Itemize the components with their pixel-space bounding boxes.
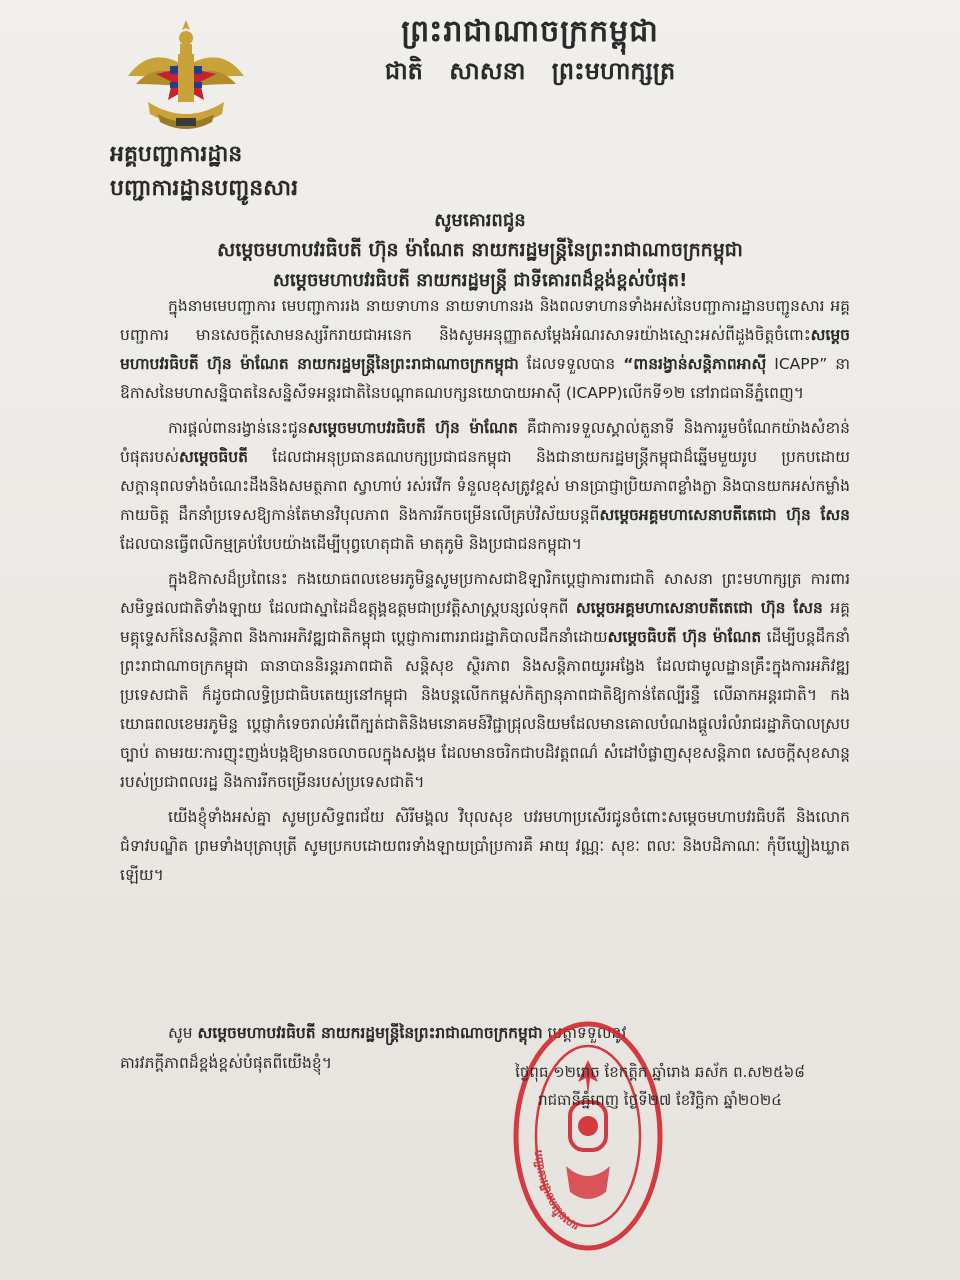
body-text: ក្នុងឱកាសដ៏ប្រពៃនេះ កងយោធពលខេមរភូមិន្ទសូមប្រកាសជាឱឡារិកប្ដេជ្ញាការពារជាតិ សាសនា ព្រះមហាក្សត្រ ការពារសមិទ្ធផលជាតិទាំងឡាយ ដែលជាស្នាដៃដ៏ឧត្តុង្គឧត្តមជាប្រវត្តិសាស្ត្របន្សល់ទុកពី [120,570,850,617]
body-text: ដែលជាអនុប្រធានគណបក្សប្រជាជនកម្ពុជា និងជានាយករដ្ឋមន្ត្រីកម្ពុជាដ៏ឆ្នើមមួយរូប ប្រកបដោយសក្ដានុពលទាំងចំណេះដឹងនិងសមត្ថភាព ស្វាហាប់ រស់រវើក ទំនួលខុសត្រូវខ្ពស់ មានប្រាជ្ញាប្រិយភាពខ្លាំងក្លា និងបានយកអស់កម្លាំងកាយចិត្ត ដឹកនាំប្រទេសឱ្យកាន់តែមានវិបុលភាព និងការរីកចម្រើនលើគ្រប់វិស័យបន្តពី [120,448,850,524]
body-emphasis: សម្ដេចអគ្គមហាសេនាបតីតេជោ ហ៊ុន សែន [575,599,823,617]
body-paragraph [120,803,850,890]
body-text: ដើម្បីបន្តដឹកនាំព្រះរាជាណាចក្រកម្ពុជា ធានាបាននិរន្តរភាពជាតិ សន្តិសុខ ស្ថិរភាព និងសន្តិភាពយូរអង្វែង ដែលជាមូលដ្ឋានគ្រឹះក្នុងការអភិវឌ្ឍប្រទេសជាតិ ក៏ដូចជាលទ្ធិប្រជាធិបតេយ្យនៅកម្ពុជា និងបន្តលើកកម្ពស់កិត្យានុភាពជាតិឱ្យកាន់តែល្បីរន្ទឺ លើឆាកអន្តរជាតិ។ កងយោធពលខេមរភូមិន្ទ ប្ដេជ្ញាកំទេចរាល់អំពើក្បត់ជាតិនិងមនោគមន៍វិជ្ជាជ្រុលនិយមដែលមានគោលបំណងផ្ដួលរំលំរាជរដ្ឋាភិបាលស្របច្បាប់ តាមរយៈការញុះញង់បង្កឱ្យមានចលាចលក្នុងសង្គម ដែលមានចរិកជាបដិវត្តពណ៌ សំដៅបំផ្លាញសុខសន្តិភាព សេចក្ដីសុខសាន្តរបស់ប្រជាពលរដ្ឋ និងការរីកចម្រើនរបស់ប្រទេសជាតិ។ [120,628,850,791]
body-emphasis: សម្ដេចមហាបវរធិបតី ហ៊ុន ម៉ាណែត [307,419,518,437]
body-text: គឺជាការទទួលស្គាល់តួនាទី និងការរួមចំណែកយ៉ាងសំខាន់បំផុតរបស់ [120,419,850,466]
closing-suffix: មេត្តាទទួលនូវ [542,1024,627,1042]
body-emphasis: សម្ដេចធិបតី [179,448,248,466]
kingdom-title: ព្រះរាជាណាចក្រកម្ពុជា [401,14,659,49]
org-line-1: អគ្គបញ្ជាការដ្ឋាន [110,142,243,167]
body-emphasis: សម្ដេចធិបតី ហ៊ុន ម៉ាណែត [607,628,762,646]
greeting: សូមគោរពជូន [434,210,526,231]
body-text: ICAPP” នាឱកាសនៃមហាសន្និបាតនៃសន្និសីទអន្តរជាតិនៃបណ្ដាគណបក្សនយោបាយអាស៊ី (ICAPP)លើកទី១២ នៅរាជធានីភ្នំពេញ។ [120,355,851,402]
solar-date: រាជធានីភ្នំពេញ ថ្ងៃទី២៧ ខែវិច្ឆិកា ឆ្នាំ២០២៤ [538,1091,782,1109]
letter-body [120,292,850,896]
body-text: អគ្គមគ្គុទ្ទេសក៍នៃសន្តិភាព និងការអភិវឌ្ឍជាតិកម្ពុជា ប្ដេជ្ញាការពាររាជរដ្ឋាភិបាលដឹកនាំដោយ [120,599,850,646]
body-emphasis: សម្ដេចអគ្គមហាសេនាបតីតេជោ ហ៊ុន សែន [599,506,850,524]
seal-text: បញ្ជាការដ្ឋានបញ្ជូនសារ [531,1149,581,1233]
national-motto: ជាតិ សាសនា ព្រះមហាក្សត្រ [384,57,676,85]
closing-prefix: សូម [168,1024,198,1042]
body-paragraph [120,565,850,797]
body-text: ដែលទទួលបាន [518,355,624,373]
body-text: ដែលបានធ្វើពលិកម្មគ្រប់បែបយ៉ាងដើម្បីបុព្វហេតុជាតិ មាតុភូមិ និងប្រជាជនកម្ពុជា។ [120,535,582,553]
body-paragraph [120,292,850,408]
closing-bold: សម្ដេចមហាបវរធិបតី នាយករដ្ឋមន្ត្រីនៃព្រះរាជាណាចក្រកម្ពុជា [197,1024,543,1042]
closing-line-2: គារវភក្ដីភាពដ៏ខ្ពង់ខ្ពស់បំផុតពីយើងខ្ញុំ។ [120,1054,332,1072]
official-seal-icon [508,1016,668,1256]
body-text: ការផ្ដល់ពានរង្វាន់នេះជូន [168,419,308,437]
lunar-date: ថ្ងៃពុធ ១២រោច ខែកត្ដិក ឆ្នាំរោង ឆស័ក ព.ស២៥៦៨ [515,1063,805,1081]
body-emphasis: សម្ដេចមហាបវរធិបតី ហ៊ុន ម៉ាណែត នាយករដ្ឋមន្ត្រីនៃព្រះរាជាណាចក្រកម្ពុជា [120,326,850,373]
body-text: យើងខ្ញុំទាំងអស់គ្នា សូមប្រសិទ្ធពរជ័យ សិរីមង្គល វិបុលសុខ បវរមហាប្រសើរជូនចំពោះសម្ដេចមហាបវរធិបតី និងលោកជំទាវបណ្ឌិត ព្រមទាំងបុត្រាបុត្រី សូមប្រកបដោយពរទាំងឡាយប្រាំប្រការគឺ អាយុ វណ្ណៈ សុខៈ ពលៈ និងបដិភាណៈ កុំបីឃ្លៀងឃ្លាតឡើយ។ [120,808,850,884]
salutation: សម្ដេចមហាបវរធិបតី នាយករដ្ឋមន្ត្រី ជាទីគោរពដ៏ខ្ពង់ខ្ពស់បំផុត! [272,270,688,291]
closing-line-1 [120,1018,850,1048]
royal-army-emblem-icon [118,18,254,138]
body-paragraph [120,414,850,559]
body-text: ក្នុងនាមមេបញ្ជាការ មេបញ្ជាការរង នាយទាហាន នាយទាហានរង និងពលទាហានទាំងអស់នៃបញ្ជាការដ្ឋានបញ្ជូនសារ អគ្គបញ្ជាការ មានសេចក្ដីសោមនស្សរីករាយជាអនេក និងសូមអនុញ្ញាតសម្ដែងអំណរសាទរយ៉ាងស្មោះអស់ពីដួងចិត្តចំពោះ [120,297,850,344]
org-line-2: បញ្ជាការដ្ឋានបញ្ជូនសារ [110,176,299,201]
body-emphasis: “ពានរង្វាន់សន្តិភាពអាស៊ី [623,355,767,373]
date-block [470,1058,850,1114]
recipient: សម្ដេចមហាបវរធិបតី ហ៊ុន ម៉ាណែត នាយករដ្ឋមន្ត្រីនៃព្រះរាជាណាចក្រកម្ពុជា [217,239,743,261]
